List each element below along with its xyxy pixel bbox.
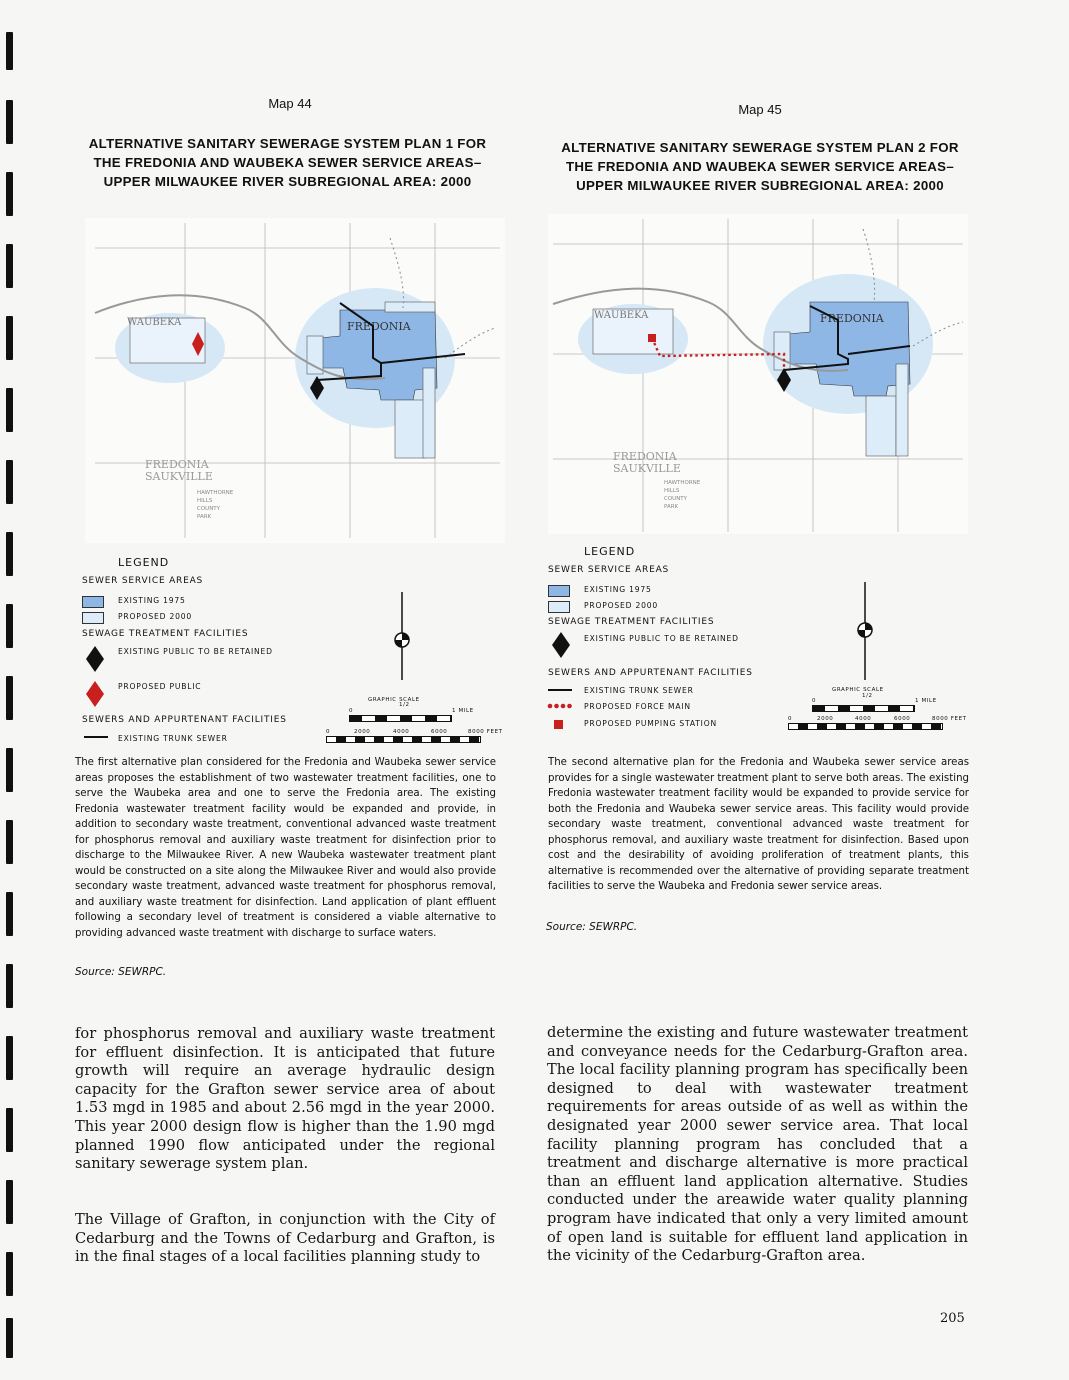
map-caption: The second alternative plan for the Fredonia and Waubeka sewer service areas provides for a single wastewater treatment plant to serve both areas. The existing Fredonia wastewater treatment facility would be expanded to provide service for both the Fredonia and Waubeka sewer service areas. This facility would provide secondary waste treatment, conventional advanced waste treatment for phosphorus removal, and auxiliary waste treatment for disinfection. Based upon cost and the desirability of avoiding proliferation of treatment plants, this alternative is recommended over the alternative of providing separate treatment facilities to serve the Waubeka and Fredonia sewer service areas.	[548, 757, 969, 892]
legend-item: PROPOSED FORCE MAIN	[584, 702, 691, 711]
legend-heading: SEWAGE TREATMENT FACILITIES	[548, 617, 715, 627]
legend-item: PROPOSED 2000	[584, 601, 658, 610]
place-label-waubeka: WAUBEKA	[594, 310, 649, 321]
trunk-sewer-line-icon	[548, 689, 572, 691]
scale-tick: 0	[326, 729, 331, 735]
place-label-saukville: SAUKVILLE	[145, 470, 213, 483]
park-label: PARK	[197, 514, 212, 520]
scale-tick: 0	[788, 716, 793, 722]
scale-tick: 4000	[855, 716, 872, 722]
scale-tick: 1 MILE	[452, 708, 474, 714]
park-label: COUNTY	[664, 496, 688, 502]
legend-heading: SEWAGE TREATMENT FACILITIES	[82, 629, 249, 639]
legend-title: LEGEND	[584, 545, 636, 558]
scale-tick: 6000	[431, 729, 448, 735]
park-label: HILLS	[664, 488, 680, 494]
map-source: Source: SEWRPC.	[75, 966, 167, 978]
pumping-station-marker	[648, 334, 656, 342]
map-title-line: UPPER MILWAUKEE RIVER SUBREGIONAL AREA: 2000	[103, 174, 472, 189]
map-caption: The first alternative plan considered for the Fredonia and Waubeka sewer service areas proposes the establishment of two wastewater treatment facilities, one to serve the Waubeka area and one to serve the Fredonia area. The existing Fredonia wastewater treatment facility would be expanded and provide, in addition to secondary waste treatment, conventional advanced waste treatment for phosphorus removal and auxiliary waste treatment for disinfection prior to discharge to the Milwaukee River. A new Waubeka wastewater treatment plant would be constructed on a site along the Milwaukee River and would also provide secondary waste treatment, advanced waste treatment for phosphorus removal, and auxiliary waste treatment for disinfection. Land application of plant effluent following a secondary level of treatment is considered a viable alternative to providing advanced waste treatment with discharge to surface waters.	[75, 757, 496, 939]
legend-heading: SEWER SERVICE AREAS	[548, 565, 670, 575]
map-45-image	[548, 214, 968, 534]
park-label: COUNTY	[197, 506, 221, 512]
map-title-line: ALTERNATIVE SANITARY SEWERAGE SYSTEM PLAN 2 FOR	[561, 140, 959, 155]
body-right-paragraph-1: determine the existing and future wastewater treatment and conveyance needs for the Cedarburg-Grafton area. The local facility planning program has specifically been designed to deal with wastewater treatment requirements for areas outside of as well as within the designated year 2000 sewer service area. That local facility planning program has concluded that a treatment and discharge alternative is more practical than an effluent land application alternative. Studies conducted under the areawide water quality planning program have indicated that only a very limited amount of open land is suitable for effluent land application in the vicinity of the Cedarburg-Grafton area.	[547, 1024, 968, 1265]
scale-tick: 0	[812, 698, 817, 704]
trunk-sewer-line-icon	[84, 736, 108, 738]
page-number: 205	[940, 1311, 965, 1326]
scale-tick: 2000	[354, 729, 371, 735]
map-title-line: THE FREDONIA AND WAUBEKA SEWER SERVICE AREAS–	[565, 159, 955, 174]
legend-item: EXISTING TRUNK SEWER	[584, 686, 694, 695]
scale-tick: 1/2	[862, 693, 873, 699]
scale-tick: 1/2	[399, 702, 410, 708]
legend-item: EXISTING TRUNK SEWER	[118, 734, 228, 743]
place-label-waubeka: WAUBEKA	[127, 317, 182, 328]
legend-heading: SEWERS AND APPURTENANT FACILITIES	[82, 715, 287, 725]
north-arrow-icon	[855, 582, 875, 682]
existing-area-swatch	[82, 596, 104, 608]
diamond-black-icon	[86, 646, 104, 672]
diamond-black-icon	[552, 632, 570, 658]
legend-item: PROPOSED 2000	[118, 612, 192, 621]
proposed-area-swatch	[548, 601, 570, 613]
existing-area-swatch	[548, 585, 570, 597]
force-main-dots-icon	[547, 702, 573, 710]
scale-tick: 6000	[894, 716, 911, 722]
legend-item: EXISTING PUBLIC TO BE RETAINED	[584, 634, 739, 643]
map-title	[540, 138, 980, 195]
place-label-fredonia: FREDONIA	[347, 320, 411, 333]
diamond-red-icon	[86, 681, 104, 707]
map-title-line: ALTERNATIVE SANITARY SEWERAGE SYSTEM PLAN 1 FOR	[88, 136, 487, 151]
north-arrow-icon	[392, 592, 412, 682]
legend-item: EXISTING PUBLIC TO BE RETAINED	[118, 647, 273, 656]
scale-label: GRAPHIC SCALE	[368, 697, 420, 703]
scale-tick: 1 MILE	[915, 698, 937, 704]
scale-bar-feet	[326, 736, 481, 743]
place-label-fredonia-town: FREDONIA	[145, 458, 209, 471]
legend-item: PROPOSED PUBLIC	[118, 682, 202, 691]
scale-label: GRAPHIC SCALE	[832, 687, 884, 693]
legend-heading: SEWER SERVICE AREAS	[82, 576, 204, 586]
scale-tick: 4000	[393, 729, 410, 735]
legend-title: LEGEND	[118, 556, 170, 569]
map-source: Source: SEWRPC.	[546, 921, 638, 933]
map-title-line: UPPER MILWAUKEE RIVER SUBREGIONAL AREA: 2000	[576, 178, 944, 193]
map-44-image	[85, 218, 505, 543]
scale-bar-mile	[812, 705, 915, 712]
map-label: Map 45	[738, 102, 782, 117]
map-label: Map 44	[268, 96, 312, 111]
scale-tick: 8000 FEET	[932, 716, 967, 722]
place-label-saukville: SAUKVILLE	[613, 462, 681, 475]
park-label: HAWTHORNE	[197, 490, 234, 496]
place-label-fredonia-town: FREDONIA	[613, 450, 677, 463]
legend-heading: SEWERS AND APPURTENANT FACILITIES	[548, 668, 753, 678]
scale-tick: 0	[349, 708, 354, 714]
park-label: HAWTHORNE	[664, 480, 701, 486]
park-label: HILLS	[197, 498, 213, 504]
body-left-paragraph-1: for phosphorus removal and auxiliary waste treatment for effluent disinfection. It is anticipated that future growth will require an average hydraulic design capacity for the Grafton sewer service area of about 1.53 mgd in 1985 and about 2.56 mgd in the year 2000. This year 2000 design flow is higher than the 1.90 mgd planned 1990 flow anticipated under the regional sanitary sewerage system plan.	[75, 1025, 495, 1173]
body-left-paragraph-2: The Village of Grafton, in conjunction with the City of Cedarburg and the Towns of Cedarburg and Grafton, is in the final stages of a local facilities planning study to	[75, 1211, 495, 1266]
legend-item: PROPOSED PUMPING STATION	[584, 719, 717, 728]
park-label: PARK	[664, 504, 679, 510]
legend-item: EXISTING 1975	[584, 585, 652, 594]
scale-tick: 8000 FEET	[468, 729, 503, 735]
legend-item: EXISTING 1975	[118, 596, 186, 605]
proposed-area-swatch	[82, 612, 104, 624]
scale-tick: 2000	[817, 716, 834, 722]
map-title-line: THE FREDONIA AND WAUBEKA SEWER SERVICE AREAS–	[93, 155, 482, 170]
scale-bar-feet	[788, 723, 943, 730]
map-title	[60, 134, 515, 191]
place-label-fredonia: FREDONIA	[820, 312, 884, 325]
scale-bar-mile	[349, 715, 452, 722]
pumping-station-square-icon	[554, 720, 563, 729]
